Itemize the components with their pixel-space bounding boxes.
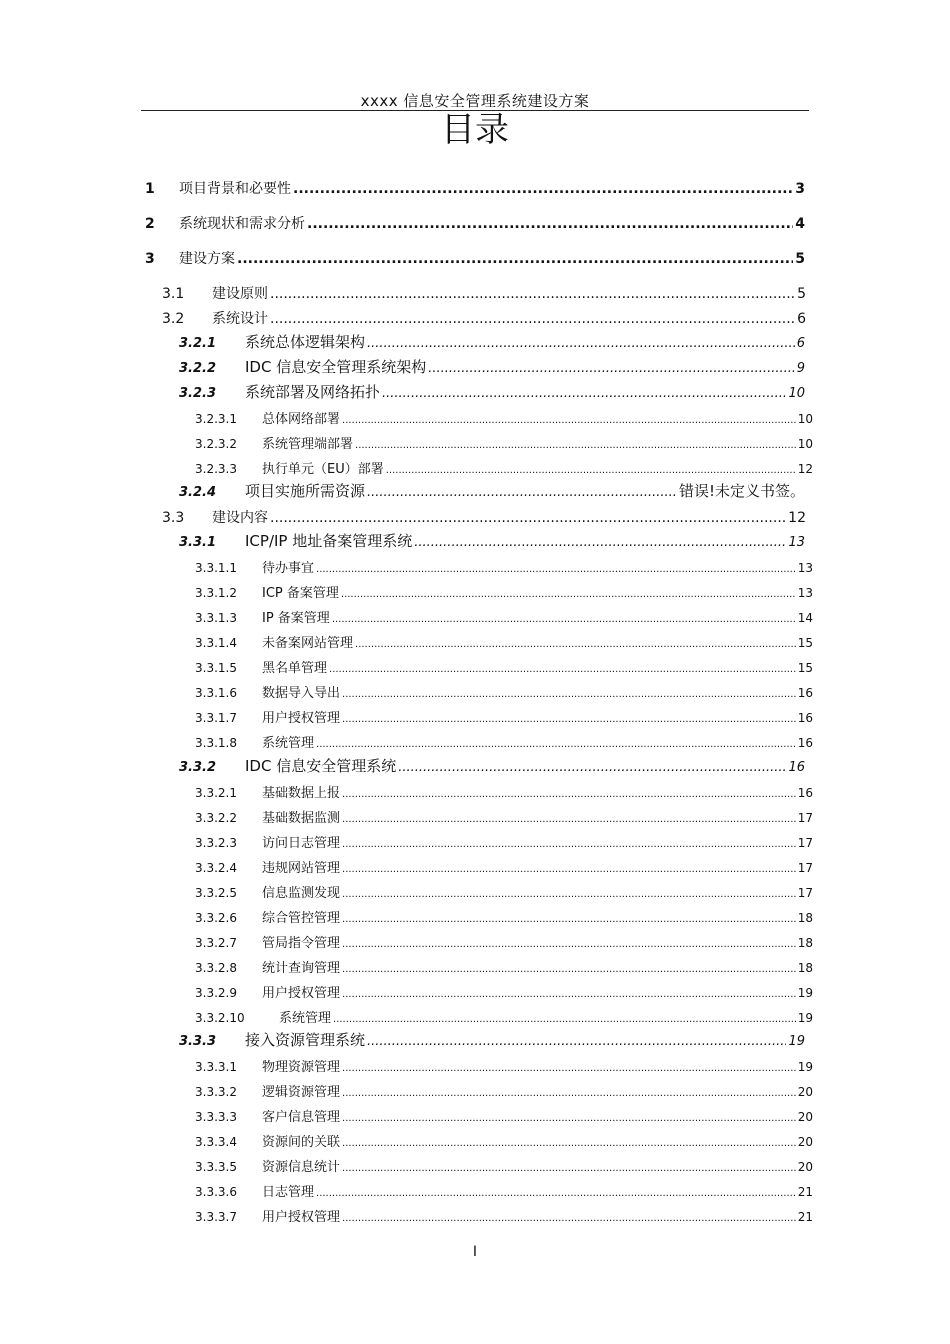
toc-entry-number: 3.3.2.4 — [195, 861, 237, 875]
toc-entry[interactable] — [195, 1056, 813, 1076]
toc-entry[interactable] — [195, 907, 813, 927]
toc-entry-number: 3.3.2.9 — [195, 986, 237, 1000]
toc-entry-page: 16 — [797, 786, 813, 800]
toc-entry-page: 6 — [796, 336, 805, 351]
toc-entry-title: 接入资源管理系统 — [245, 1031, 366, 1049]
toc-entry-page: 21 — [797, 1210, 813, 1224]
toc-leader-dots — [342, 914, 796, 925]
toc-entry-number: 3.3.2.3 — [195, 836, 237, 850]
toc-entry[interactable] — [195, 682, 813, 702]
toc-leader-dots — [342, 1063, 796, 1074]
toc-entry-number: 3.3.3.1 — [195, 1060, 237, 1074]
toc-entry-page: 18 — [797, 936, 813, 950]
toc-leader-dots — [342, 889, 796, 900]
toc-entry[interactable] — [179, 1029, 805, 1051]
toc-entry-page: 5 — [795, 251, 805, 267]
toc-entry-number: 3.2.4 — [179, 485, 217, 500]
toc-leader-dots — [270, 311, 795, 327]
toc-entry-page: 4 — [795, 216, 805, 232]
toc-entry-number: 3.3.2.5 — [195, 886, 237, 900]
toc-leader-dots — [367, 485, 677, 500]
toc-entry-number: 3.1 — [162, 286, 185, 302]
toc-entry[interactable] — [179, 331, 805, 353]
toc-entry-number: 3.3.2.2 — [195, 811, 237, 825]
toc-entry[interactable] — [162, 308, 806, 328]
toc-entry-title: IDC 信息安全管理系统 — [245, 757, 397, 775]
toc-entry-number: 3.3.1.5 — [195, 661, 237, 675]
toc-leader-dots — [414, 535, 786, 550]
toc-entry[interactable] — [179, 530, 805, 552]
toc-leader-dots — [342, 989, 796, 1000]
toc-entry[interactable] — [179, 480, 805, 502]
toc-entry-page: 17 — [797, 836, 813, 850]
toc-entry-page: 17 — [797, 861, 813, 875]
toc-entry-number: 3.3.3.6 — [195, 1185, 237, 1199]
toc-entry[interactable] — [195, 807, 813, 827]
toc-leader-dots — [398, 760, 786, 775]
toc-entry-number: 3.3.2.10 — [195, 1011, 245, 1025]
toc-entry-title: 统计查询管理 — [262, 961, 341, 976]
toc-entry-page: 12 — [788, 510, 806, 526]
toc-entry-page: 20 — [797, 1085, 813, 1099]
footer-page-number: I — [472, 1244, 478, 1260]
toc-entry[interactable] — [195, 408, 813, 428]
toc-entry-title: 系统现状和需求分析 — [179, 216, 305, 232]
toc-entry-number: 3.2.1 — [179, 336, 217, 351]
toc-leader-dots — [342, 1163, 796, 1174]
toc-leader-dots — [428, 361, 795, 376]
toc-entry-number: 3.3.1.2 — [195, 586, 237, 600]
toc-entry[interactable] — [195, 1106, 813, 1126]
toc-entry-number: 3.3.1.8 — [195, 736, 237, 750]
toc-entry-page: 18 — [797, 961, 813, 975]
toc-entry-number: 3.3.3.5 — [195, 1160, 237, 1174]
toc-entry-title: 系统设计 — [212, 311, 268, 327]
toc-leader-dots — [342, 839, 796, 850]
toc-entry-title: 访问日志管理 — [262, 836, 341, 851]
toc-leader-dots — [332, 614, 796, 625]
toc-entry-title: 待办事宜 — [262, 561, 315, 576]
toc-entry-number: 3.2.3.3 — [195, 462, 237, 476]
toc-entry-title: 用户授权管理 — [262, 986, 341, 1001]
toc-entry-number: 3.3.2.1 — [195, 786, 237, 800]
toc-leader-dots — [386, 465, 796, 476]
toc-entry-number: 3.3.2 — [179, 760, 217, 775]
toc-entry-page: 16 — [788, 760, 805, 775]
toc-entry[interactable] — [195, 1131, 813, 1151]
toc-leader-dots — [270, 510, 786, 526]
toc-leader-dots — [316, 739, 796, 750]
toc-entry[interactable] — [179, 356, 805, 378]
toc-entry-page: 13 — [797, 586, 813, 600]
toc-entry-title: ICP 备案管理 — [262, 586, 339, 601]
toc-entry-number: 3.2.3.1 — [195, 412, 237, 426]
toc-entry[interactable] — [179, 755, 805, 777]
toc-entry[interactable] — [195, 557, 813, 577]
toc-entry[interactable] — [195, 433, 813, 453]
toc-entry[interactable] — [195, 982, 813, 1002]
toc-entry[interactable] — [195, 1181, 813, 1201]
toc-leader-dots — [367, 336, 795, 351]
toc-leader-dots — [342, 964, 796, 975]
toc-leader-dots — [270, 286, 795, 302]
toc-entry-title: 用户授权管理 — [262, 711, 341, 726]
toc-entry-title: IP 备案管理 — [262, 611, 330, 626]
toc-entry[interactable] — [162, 507, 806, 527]
toc-entry-title: 资源间的关联 — [262, 1135, 341, 1150]
toc-leader-dots — [329, 664, 796, 675]
toc-entry-title: 系统管理 — [279, 1011, 332, 1026]
toc-entry-page: 16 — [797, 736, 813, 750]
toc-leader-dots — [355, 440, 796, 451]
toc-entry[interactable] — [195, 632, 813, 652]
toc-entry-number: 3.3.1.6 — [195, 686, 237, 700]
toc-entry-title: 项目实施所需资源 — [245, 482, 366, 500]
toc-leader-dots — [342, 1113, 796, 1124]
toc-entry-number: 3.3.3.7 — [195, 1210, 237, 1224]
toc-entry-title: 管局指令管理 — [262, 936, 341, 951]
toc-entry-number: 3.3.1.1 — [195, 561, 237, 575]
toc-entry-number: 3.3 — [162, 510, 185, 526]
toc-entry[interactable] — [145, 178, 805, 198]
toc-entry-page: 15 — [797, 636, 813, 650]
toc-entry-number: 3.3.1.4 — [195, 636, 237, 650]
toc-entry-title: ICP/IP 地址备案管理系统 — [245, 532, 413, 550]
toc-entry-page: 13 — [797, 561, 813, 575]
toc-entry-page: 13 — [788, 535, 805, 550]
toc-entry-number: 3.2.3.2 — [195, 437, 237, 451]
toc-entry[interactable] — [195, 832, 813, 852]
toc-entry-number: 3.3.2.6 — [195, 911, 237, 925]
toc-leader-dots — [342, 939, 796, 950]
toc-entry-page-error: 错误!未定义书签。 — [678, 482, 805, 500]
toc-entry-title: 违规网站管理 — [262, 861, 341, 876]
toc-entry-page: 20 — [797, 1135, 813, 1149]
toc-entry-number: 3.2 — [162, 311, 185, 327]
toc-entry-number: 3.3.3.3 — [195, 1110, 237, 1124]
toc-entry-page: 10 — [797, 437, 813, 451]
toc-entry-page: 5 — [797, 286, 806, 302]
toc-entry-page: 18 — [797, 911, 813, 925]
toc-entry[interactable] — [145, 213, 805, 233]
toc-leader-dots — [237, 251, 793, 267]
toc-leader-dots — [342, 1138, 796, 1149]
toc-leader-dots — [342, 689, 796, 700]
toc-entry-number: 3.3.3.4 — [195, 1135, 237, 1149]
toc-entry-page: 19 — [797, 1060, 813, 1074]
toc-entry[interactable] — [195, 1081, 813, 1101]
toc-entry-page: 6 — [797, 311, 806, 327]
toc-entry-number: 1 — [145, 181, 155, 197]
toc-entry-title: 总体网络部署 — [262, 412, 341, 427]
toc-entry-title: 系统管理端部署 — [262, 437, 354, 452]
toc-entry-number: 3.3.1.7 — [195, 711, 237, 725]
toc-entry[interactable] — [195, 1007, 813, 1027]
toc-entry[interactable] — [195, 1156, 813, 1176]
toc-entry-number: 2 — [145, 216, 155, 232]
toc-entry-number: 3.3.1.3 — [195, 611, 237, 625]
toc-entry-page: 20 — [797, 1160, 813, 1174]
toc-entry-title: 执行单元（EU）部署 — [262, 462, 384, 477]
toc-entry-title: 未备案网站管理 — [262, 636, 354, 651]
toc-leader-dots — [342, 415, 796, 426]
toc-leader-dots — [341, 589, 796, 600]
toc-entry-number: 3 — [145, 251, 155, 267]
toc-entry[interactable] — [195, 582, 813, 602]
toc-title: 目录 — [441, 110, 509, 150]
toc-entry[interactable] — [195, 857, 813, 877]
toc-leader-dots — [342, 814, 796, 825]
toc-entry-title: 综合管控管理 — [262, 911, 341, 926]
toc-entry-title: 基础数据监测 — [262, 811, 341, 826]
toc-entry-page: 17 — [797, 886, 813, 900]
toc-entry[interactable] — [179, 381, 805, 403]
toc-entry-number: 3.3.1 — [179, 535, 217, 550]
toc-entry[interactable] — [195, 882, 813, 902]
toc-entry-page: 14 — [797, 611, 813, 625]
toc-entry-page: 19 — [797, 1011, 813, 1025]
toc-entry[interactable] — [195, 657, 813, 677]
toc-entry-page: 21 — [797, 1185, 813, 1199]
toc-leader-dots — [307, 216, 793, 232]
toc-entry-title: 逻辑资源管理 — [262, 1085, 341, 1100]
toc-entry-title: 客户信息管理 — [262, 1110, 341, 1125]
toc-entry-page: 15 — [797, 661, 813, 675]
toc-entry-title: 系统部署及网络拓扑 — [245, 383, 381, 401]
toc-entry-title: 系统管理 — [262, 736, 315, 751]
toc-entry-title: 资源信息统计 — [262, 1160, 341, 1175]
toc-leader-dots — [342, 864, 796, 875]
toc-entry-page: 17 — [797, 811, 813, 825]
toc-entry-page: 20 — [797, 1110, 813, 1124]
toc-entry-title: 日志管理 — [262, 1185, 315, 1200]
toc-entry[interactable] — [195, 782, 813, 802]
toc-leader-dots — [355, 639, 796, 650]
toc-leader-dots — [316, 564, 796, 575]
toc-leader-dots — [367, 1034, 786, 1049]
toc-leader-dots — [342, 789, 796, 800]
toc-leader-dots — [293, 181, 793, 197]
toc-entry-page: 10 — [797, 412, 813, 426]
toc-entry[interactable] — [195, 957, 813, 977]
toc-entry-title: 黑名单管理 — [262, 661, 328, 676]
toc-entry-title: 项目背景和必要性 — [179, 181, 291, 197]
toc-leader-dots — [316, 1188, 796, 1199]
toc-entry-page: 16 — [797, 686, 813, 700]
toc-entry-title: 信息监测发现 — [262, 886, 341, 901]
toc-entry-title: 建设方案 — [179, 251, 235, 267]
toc-entry-title: 基础数据上报 — [262, 786, 341, 801]
toc-entry-number: 3.2.3 — [179, 386, 217, 401]
toc-entry-number: 3.3.2.7 — [195, 936, 237, 950]
toc-entry-page: 12 — [797, 462, 813, 476]
toc-entry-title: 建设内容 — [212, 510, 268, 526]
toc-entry-number: 3.2.2 — [179, 361, 217, 376]
toc-entry-number: 3.3.3.2 — [195, 1085, 237, 1099]
toc-entry-page: 9 — [796, 361, 805, 376]
toc-entry-page: 3 — [795, 181, 805, 197]
toc-entry-number: 3.3.3 — [179, 1034, 217, 1049]
toc-entry[interactable] — [195, 458, 813, 478]
toc-entry-title: 数据导入导出 — [262, 686, 341, 701]
header-title: xxxx 信息安全管理系统建设方案 — [360, 92, 590, 110]
toc-leader-dots — [382, 386, 786, 401]
toc-entry-page: 19 — [797, 986, 813, 1000]
toc-entry-page: 16 — [797, 711, 813, 725]
toc-entry-title: 建设原则 — [212, 286, 268, 302]
toc-entry[interactable] — [195, 607, 813, 627]
toc-entry[interactable] — [145, 248, 805, 268]
toc-leader-dots — [333, 1014, 796, 1025]
toc-entry[interactable] — [195, 932, 813, 952]
toc-entry[interactable] — [195, 1206, 813, 1226]
toc-leader-dots — [342, 1213, 796, 1224]
toc-entry-title: 系统总体逻辑架构 — [245, 333, 366, 351]
toc-entry-title: 用户授权管理 — [262, 1210, 341, 1225]
toc-entry-title: 物理资源管理 — [262, 1060, 341, 1075]
toc-leader-dots — [342, 1088, 796, 1099]
toc-entry[interactable] — [195, 707, 813, 727]
toc-entry-page: 19 — [788, 1034, 805, 1049]
toc-entry-title: IDC 信息安全管理系统架构 — [245, 358, 427, 376]
toc-entry[interactable] — [195, 732, 813, 752]
toc-entry[interactable] — [162, 283, 806, 303]
toc-leader-dots — [342, 714, 796, 725]
toc-entry-number: 3.3.2.8 — [195, 961, 237, 975]
toc-entry-page: 10 — [788, 386, 805, 401]
